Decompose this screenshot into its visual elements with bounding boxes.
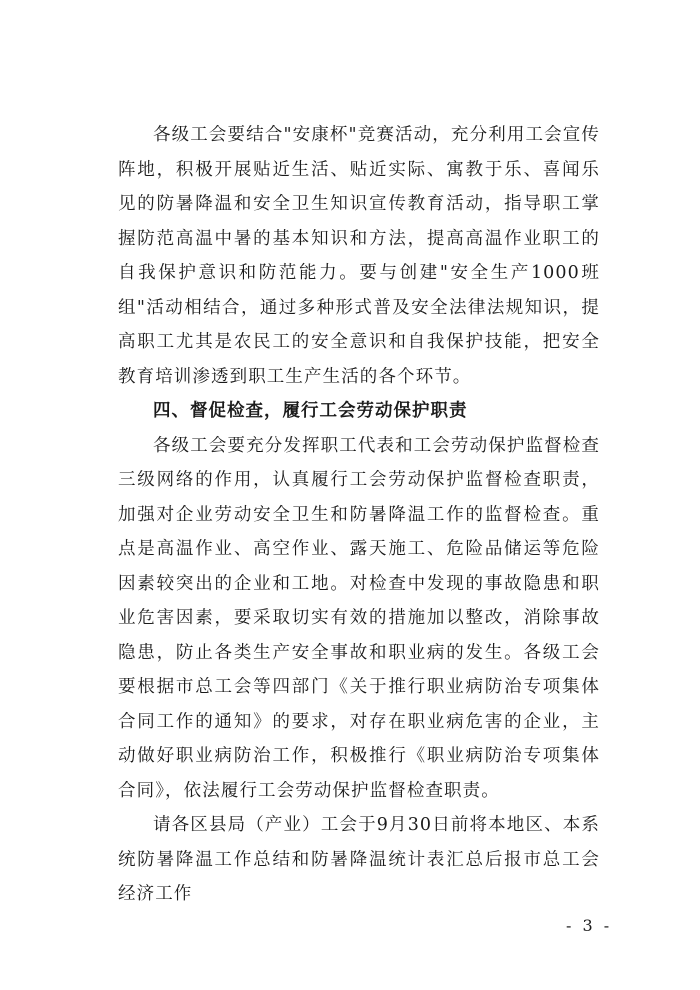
document-body — [118, 118, 600, 912]
paragraph-supervision: 各级工会要充分发挥职工代表和工会劳动保护监督检查三级网络的作用，认真履行工会劳动保护监督检查职责，加强对企业劳动安全卫生和防暑降温工作的监督检查。重点是高温作业、高空作业、露天施工、危险品储运等危险因素较突出的企业和工地。对检查中发现的事故隐患和职业危害因素，要采取切实有效的措施加以整改，消除事故隐患，防止各类生产安全事故和职业病的发生。各级工会要根据市总工会等四部门《关于推行职业病防治专项集体合同工作的通知》的要求，对存在职业病危害的企业，主动做好职业病防治工作，积极推行《职业病防治专项集体合同》，依法履行工会劳动保护监督检查职责。 — [118, 435, 600, 801]
paragraph-safety-education: 各级工会要结合"安康杯"竞赛活动，充分利用工会宣传阵地，积极开展贴近生活、贴近实际、寓教于乐、喜闻乐见的防暑降温和安全卫生知识宣传教育活动，指导职工掌握防范高温中暑的基本知识和方法，提高高温作业职工的自我保护意识和防范能力。要与创建"安全生产1000班组"活动相结合，通过多种形式普及安全法律法规知识，提高职工尤其是农民工的安全意识和自我保护技能，把安全教育培训渗透到职工生产生活的各个环节。 — [118, 125, 600, 387]
page-number: - 3 - — [566, 916, 613, 935]
paragraph-report-request: 请各区县局（产业）工会于9月30日前将本地区、本系统防暑降温工作总结和防暑降温统计表汇总后报市总工会经济工作 — [118, 815, 600, 904]
section-heading-four: 四、督促检查，履行工会劳动保护职责 — [153, 401, 468, 421]
